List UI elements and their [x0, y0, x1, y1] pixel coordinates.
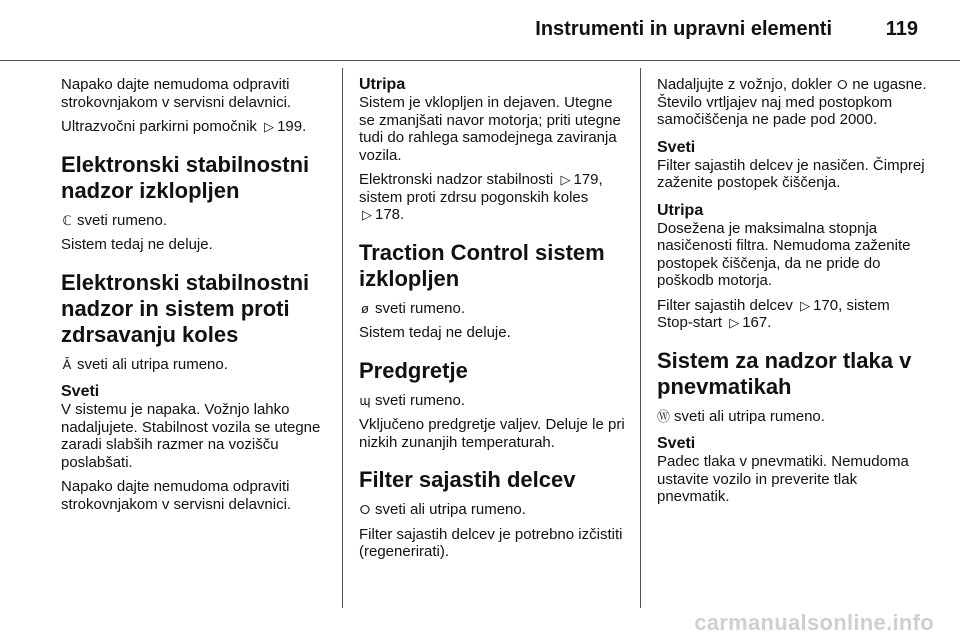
esc-off-icon: ℂ — [62, 212, 72, 228]
page-reference[interactable]: 199. — [277, 118, 307, 135]
reference-arrow-icon: ▷ — [560, 172, 571, 187]
indicator-text: sveti ali utripa rumeno. — [674, 407, 825, 425]
heading-esc-tc: Elektronski stabilnostni nadzor in sistem proti zdrsavanju koles — [61, 269, 310, 347]
paragraph-text: ne ugasne. Število vrtljajev naj med postopkom samočiščenja ne pade pod 2000. — [657, 76, 927, 128]
paragraph-text: Ultrazvočni parkirni pomočnik — [61, 118, 257, 135]
paragraph: Vključeno predgretje valjev. Deluje le pri nizkih zunanjih temperaturah. — [359, 416, 625, 451]
page-number: 119 — [885, 18, 918, 40]
paragraph — [657, 76, 929, 129]
page-reference[interactable]: 179, — [573, 171, 603, 188]
paragraph-text: sistem Stop-start — [657, 296, 890, 331]
esc-icon: Ǡ — [62, 356, 72, 372]
heading-tpms: Sistem za nadzor tlaka v pnevmatikah — [657, 347, 912, 399]
paragraph: Sistem tedaj ne deluje. — [61, 236, 213, 253]
paragraph — [657, 297, 929, 332]
subheading-sveti: Sveti — [657, 435, 696, 452]
paragraph: Napako dajte nemudoma odpraviti strokovnjakom v servisni delavnici. — [61, 478, 292, 513]
page-reference[interactable]: 170, — [813, 296, 843, 314]
glow-plug-icon: ɰ — [359, 392, 371, 408]
subheading-sveti: Sveti — [61, 383, 100, 400]
column-1 — [61, 76, 333, 520]
column-2 — [359, 76, 631, 568]
page-header — [0, 0, 960, 61]
heading-tc-off: Traction Control sistem izklopljen — [359, 239, 605, 291]
paragraph: Filter sajastih delcev je nasičen. Čimprej zaženite postopek čiščenja. — [657, 156, 925, 191]
paragraph: Napako dajte nemudoma odpraviti strokovnjakom v servisni delavnici. — [61, 76, 292, 111]
indicator-line — [61, 212, 333, 230]
paragraph: Filter sajastih delcev je potrebno izčistiti (regenerirati). — [359, 525, 623, 560]
tpms-icon: Ⓦ — [657, 408, 671, 424]
indicator-line — [61, 356, 333, 374]
reference-arrow-icon: ▷ — [264, 119, 275, 134]
subheading-sveti: Sveti — [657, 138, 696, 156]
column-divider — [640, 68, 641, 608]
indicator-line — [359, 300, 631, 318]
indicator-line — [657, 408, 929, 426]
reference-arrow-icon: ▷ — [362, 207, 372, 222]
paragraph — [61, 118, 333, 136]
section-title: Instrumenti in upravni elementi — [535, 18, 832, 40]
paragraph: Sistem je vklopljen in dejaven. Utegne se zmanjšati navor motorja; priti utegne tudi do rahlega samodejnega zaviranja vozila. — [359, 94, 621, 164]
column-3 — [657, 76, 929, 513]
paragraph: Dosežena je maksimalna stopnja nasičenosti filtra. Nemudoma zaženite postopek čiščenja, da ne pride do poškodb motorja. — [657, 219, 911, 289]
column-divider — [342, 68, 343, 608]
indicator-text: sveti rumeno. — [77, 211, 168, 229]
paragraph — [359, 171, 631, 224]
indicator-text: sveti rumeno. — [375, 299, 466, 317]
paragraph-text: Elektronski nadzor stabilnosti — [359, 171, 554, 188]
tc-off-icon: ø — [361, 300, 369, 316]
dpf-icon: ⭘ — [359, 502, 371, 517]
indicator-text: sveti ali utripa rumeno. — [375, 501, 526, 518]
subheading-utripa: Utripa — [359, 76, 406, 93]
paragraph-text: Filter sajastih delcev — [657, 296, 793, 314]
page-reference[interactable]: 167. — [742, 314, 772, 331]
indicator-text: sveti rumeno. — [375, 391, 466, 409]
dpf-icon: ⭘ — [837, 77, 848, 92]
reference-arrow-icon: ▷ — [729, 315, 740, 330]
paragraph: V sistemu je napaka. Vožnjo lahko nadaljujete. Stabilnost vozila se utegne zaradi slabših razmer na vozišču poslabšati. — [61, 401, 321, 471]
subheading-utripa: Utripa — [657, 201, 704, 219]
indicator-line — [359, 501, 631, 519]
page-reference[interactable]: 178. — [375, 206, 405, 223]
paragraph: Sistem tedaj ne deluje. — [359, 324, 511, 341]
indicator-text: sveti ali utripa rumeno. — [77, 355, 228, 373]
indicator-line — [359, 392, 631, 410]
heading-dpf: Filter sajastih delcev — [359, 467, 576, 492]
heading-esc-off: Elektronski stabilnostni nadzor izklopljen — [61, 151, 310, 203]
reference-arrow-icon: ▷ — [800, 297, 811, 313]
watermark: carmanualsonline.info — [694, 610, 934, 635]
paragraph: Padec tlaka v pnevmatiki. Nemudoma ustavite vozilo in preverite tlak pnevmatik. — [657, 453, 909, 505]
paragraph-text: Nadaljujte z vožnjo, dokler — [657, 76, 833, 93]
paragraph-text: sistem proti zdrsu pogonskih koles — [359, 188, 589, 206]
heading-preheat: Predgretje — [359, 357, 468, 383]
